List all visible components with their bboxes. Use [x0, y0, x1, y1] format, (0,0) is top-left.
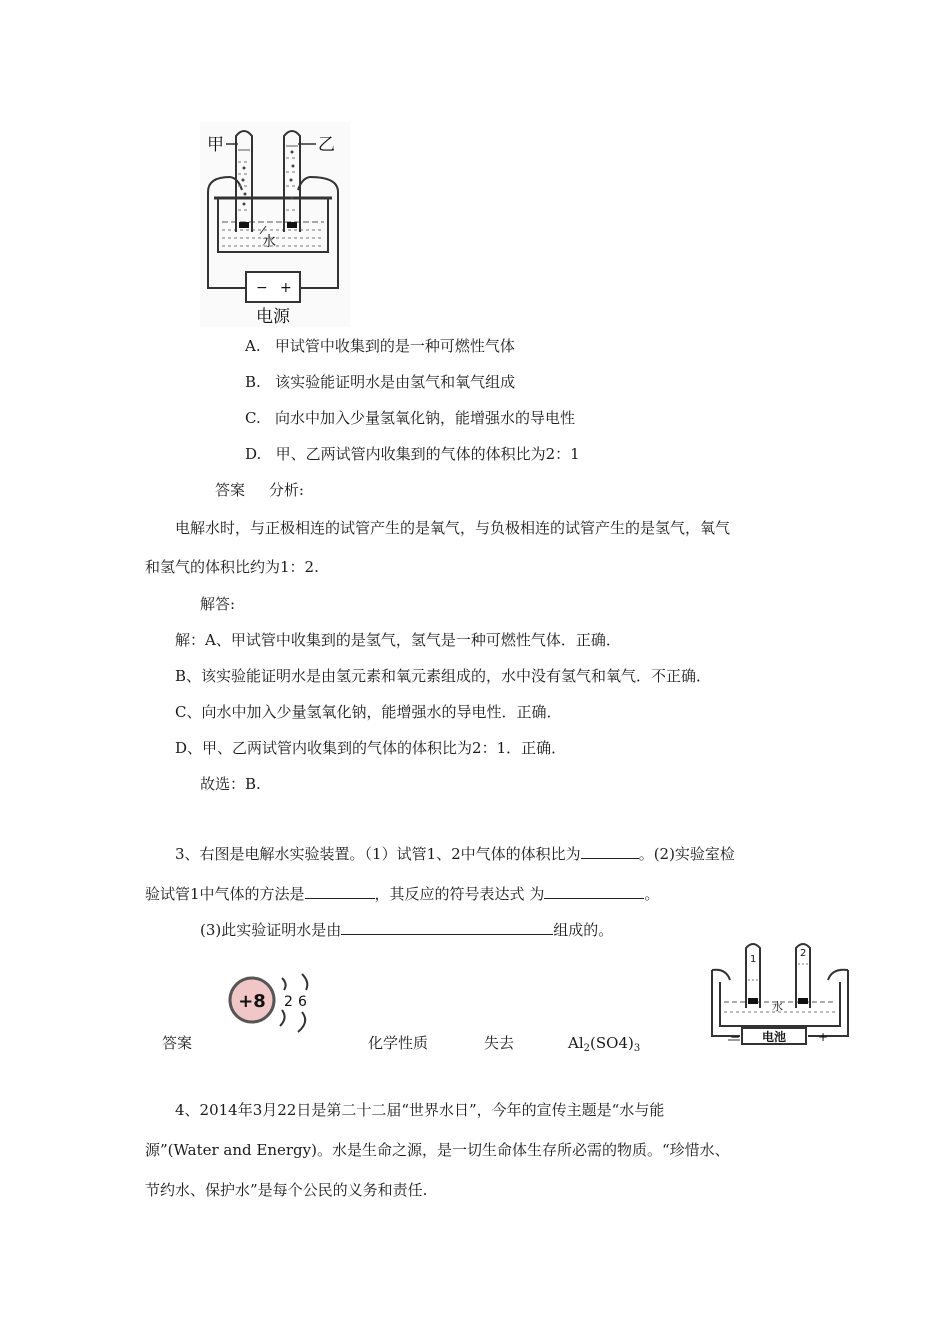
q3-line2 — [145, 882, 659, 904]
solution-label: 解答: — [200, 595, 236, 613]
option-a-text: 甲试管中收集到的是一种可燃性气体 — [274, 337, 515, 355]
q3-blank-method — [305, 882, 375, 899]
q3-blank-ratio — [581, 842, 639, 859]
tube-right-label: 乙 — [318, 135, 335, 155]
choice-answer: 故选：B. — [200, 775, 261, 793]
atom-shell2-count: 6 — [298, 994, 307, 1010]
option-c — [245, 408, 575, 428]
analysis-line1: 电解水时，与正极相连的试管产生的是氧气，与负极相连的试管产生的是氢气，氧气 — [175, 519, 731, 537]
q4-line1: 4、2014年3月22日是第二十二届“世界水日”，今年的宣传主题是“水与能 — [175, 1101, 665, 1119]
water-label: 水 — [262, 234, 276, 250]
atom-nucleus-charge: +8 — [238, 991, 266, 1012]
solution-c: C、向水中加入少量氢氧化钠，能增强水的导电性．正确． — [175, 703, 562, 721]
option-b-letter: B. — [245, 373, 261, 391]
formula-sub-2: 2 — [583, 1043, 591, 1054]
tube-left-label: 甲 — [207, 135, 224, 155]
option-c-text: 向水中加入少量氢氧化钠，能增强水的导电性 — [275, 409, 576, 427]
q3-answer-formula — [568, 1033, 640, 1059]
power-plus: + — [280, 280, 292, 296]
q3-blank-expression — [544, 882, 644, 899]
q4-line2: 源”(Water and Energy)。水是生命之源，是一切生命体生存所必需的物质。“珍惜水、 — [145, 1141, 730, 1159]
q3-line1-text-a: 3、右图是电解水实验装置。（1）试管1、2中气体的体积比为 — [175, 845, 581, 863]
analysis-label: 分析: — [268, 481, 304, 499]
solution-a: 解：A、甲试管中收集到的是氢气，氢气是一种可燃性气体．正确． — [175, 631, 621, 649]
fig2-tube2-label: 2 — [800, 948, 807, 959]
solution-b: B、该实验能证明水是由氢元素和氧元素组成的，水中没有氢气和氧气．不正确． — [175, 667, 712, 685]
fig2-minus: − — [730, 1030, 741, 1044]
q4-line3: 节约水、保护水”是每个公民的义务和责任. — [145, 1181, 428, 1199]
formula-sub-3: 3 — [633, 1043, 641, 1054]
q3-answer-lose: 失去 — [484, 1034, 515, 1052]
analysis-line2: 和氢气的体积比约为1：2. — [145, 558, 319, 576]
option-b-text: 该实验能证明水是由氢气和氧气组成 — [275, 373, 516, 391]
electrolysis-diagram-small — [700, 940, 858, 1052]
formula-al: Al — [568, 1034, 584, 1052]
q3-line2-text-c: 。 — [644, 885, 660, 903]
formula-so4: (SO4) — [590, 1034, 634, 1052]
q3-line3 — [200, 918, 613, 940]
power-minus: − — [256, 280, 268, 296]
option-d-text: 甲、乙两试管内收集到的气体的体积比为2：1 — [275, 445, 580, 463]
option-c-letter: C. — [245, 409, 261, 427]
solution-d: D、甲、乙两试管内收集到的气体的体积比为2：1．正确． — [175, 739, 567, 757]
atom-shell1-count: 2 — [284, 994, 293, 1010]
option-a-letter: A. — [245, 337, 261, 355]
q3-answer-label: 答案 — [162, 1034, 193, 1052]
answer-label: 答案 — [215, 481, 246, 499]
power-label: 电源 — [256, 307, 290, 327]
oxygen-atom-diagram — [222, 968, 327, 1048]
option-a — [245, 336, 515, 356]
answer-analysis-heading — [215, 480, 304, 500]
fig2-battery-label: 电池 — [762, 1030, 787, 1044]
option-d-letter: D. — [245, 445, 262, 463]
electrolysis-diagram — [200, 122, 350, 327]
option-d — [245, 444, 580, 464]
fig2-water-label: 水 — [772, 1000, 783, 1013]
q3-line2-text-a: 验试管1中气体的方法是 — [145, 885, 305, 903]
q3-line1-text-b: 。(2)实验室检 — [638, 845, 735, 863]
q3-line3-text-a: (3)此实验证明水是由 — [200, 921, 342, 939]
q3-line1 — [175, 842, 735, 864]
fig2-plus: + — [818, 1030, 829, 1044]
option-b — [245, 372, 515, 392]
q3-line2-text-b: ，其反应的符号表达式 为 — [374, 885, 545, 903]
q3-blank-composition — [341, 918, 553, 935]
q3-line3-text-b: 组成的。 — [553, 921, 614, 939]
q3-answer-property: 化学性质 — [368, 1034, 429, 1052]
fig2-tube1-label: 1 — [750, 954, 757, 965]
